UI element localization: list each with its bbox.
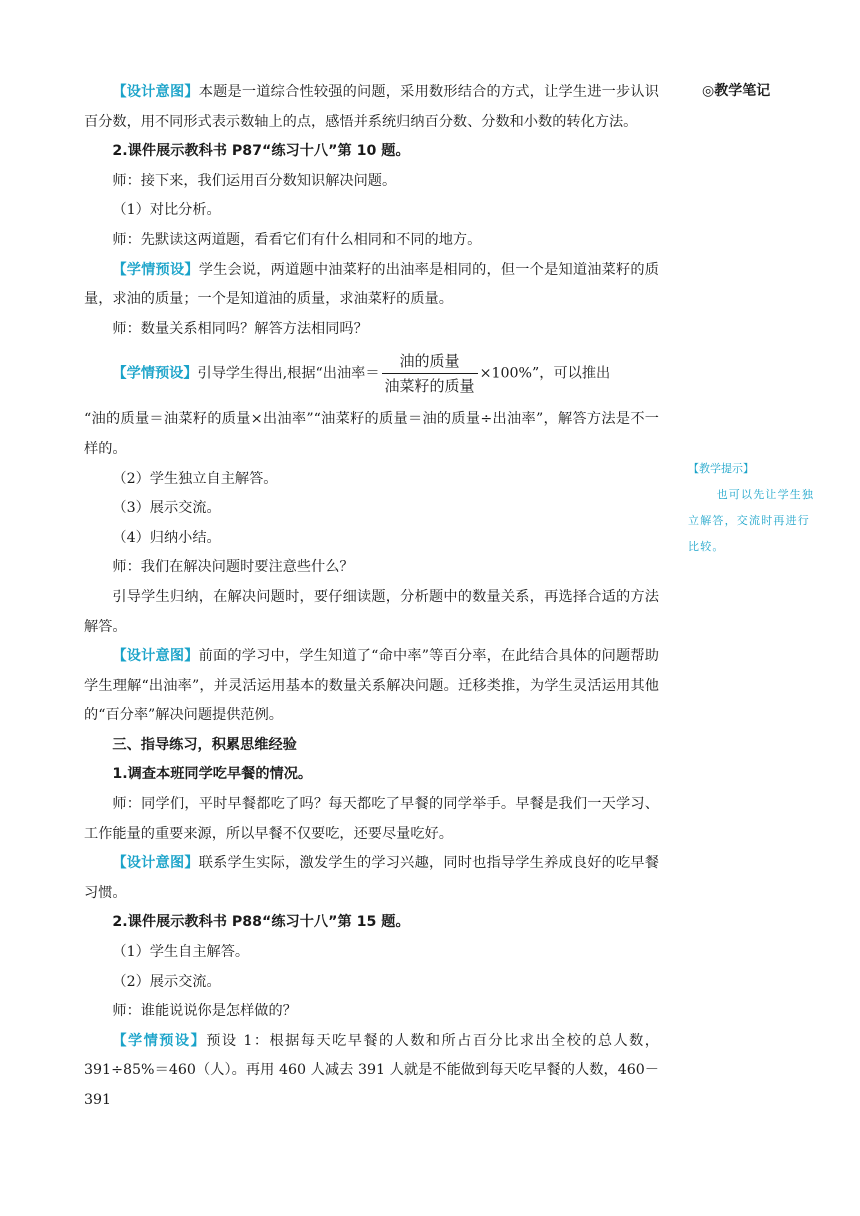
teaching-notes-title: ◎教学笔记 — [702, 83, 771, 99]
design-intent-tag: 【设计意图】 — [112, 84, 199, 100]
teacher-line: 师：同学们，平时早餐都吃了吗？每天都吃了早餐的同学举手。早餐是我们一天学习、工作能量的重要来源，所以早餐不仅要吃，还要尽量吃好。 — [84, 796, 659, 842]
paragraph-text: 联系学生实际，激发学生的学习兴趣，同时也指导学生养成良好的吃早餐习惯。 — [84, 855, 659, 901]
formula-prefix: 引导学生得出,根据“出油率＝ — [197, 365, 380, 382]
paragraph-design-intent-2 — [84, 642, 659, 731]
teacher-line: 师：接下来，我们运用百分数知识解决问题。 — [112, 172, 397, 189]
main-text — [84, 78, 659, 1116]
paragraph-design-intent-3 — [84, 849, 659, 908]
paragraph-design-intent-1 — [84, 78, 659, 137]
paragraph-text: 学生会说，两道题中油菜籽的出油率是相同的，但一个是知道油菜籽的质量，求油的质量；一个是知道油的质量，求油菜籽的质量。 — [84, 261, 659, 308]
teacher-line: 师：数量关系相同吗？解答方法相同吗？ — [112, 320, 368, 337]
teaching-tip — [688, 456, 816, 560]
section-heading: 2.课件展示教科书 P88“练习十八”第 15 题。 — [112, 914, 410, 931]
step-item: （1）学生自主解答。 — [112, 944, 250, 961]
fraction-numerator: 油的质量 — [382, 350, 478, 374]
preset-tag: 【学情预设】 — [112, 365, 198, 382]
section-heading: 三、指导练习，积累思维经验 — [112, 736, 297, 753]
design-intent-tag: 【设计意图】 — [112, 855, 199, 872]
paragraph-text: 预设 1：根据每天吃早餐的人数和所占百分比求出全校的总人数，391÷85%＝460（人）。再用 460 人减去 391 人就是不能做到每天吃早餐的人数，460－391 — [84, 1032, 659, 1108]
section-heading: 1.调查本班同学吃早餐的情况。 — [112, 766, 313, 783]
paragraph-text: 前面的学习中，学生知道了“命中率”等百分率，在此结合具体的问题帮助学生理解“出油率”，并灵活运用基本的数量关系解决问题。迁移类推，为学生灵活运用其他的“百分率”解决问题提供范例。 — [84, 648, 659, 724]
teaching-tip-title: 【教学提示】 — [688, 462, 754, 475]
step-item: （2）展示交流。 — [112, 973, 221, 990]
formula-line — [84, 350, 659, 397]
teacher-line: 师：谁能说说你是怎样做的？ — [112, 1003, 297, 1020]
paragraph-text: “油的质量＝油菜籽的质量×出油率”“油菜籽的质量＝油的质量÷出油率”，解答方法是不一样的。 — [84, 411, 659, 457]
oil-rate-fraction — [382, 350, 478, 397]
formula-suffix: ×100%”，可以推出 — [479, 365, 611, 382]
teacher-line: 师：先默读这两道题，看看它们有什么相同和不同的地方。 — [112, 231, 482, 248]
preset-tag: 【学情预设】 — [112, 1032, 207, 1049]
paragraph-text: 本题是一道综合性较强的问题，采用数形结合的方式，让学生进一步认识百分数，用不同形式表示数轴上的点，感悟并系统归纳百分数、分数和小数的转化方法。 — [84, 84, 659, 130]
paragraph-preset-1 — [84, 256, 659, 315]
paragraph-text: 引导学生归纳，在解决问题时，要仔细读题，分析题中的数量关系，再选择合适的方法解答。 — [84, 588, 659, 635]
section-heading: 2.课件展示教科书 P87“练习十八”第 10 题。 — [112, 143, 410, 160]
design-intent-tag: 【设计意图】 — [112, 648, 199, 665]
teacher-line: 师：我们在解决问题时要注意些什么？ — [112, 559, 354, 576]
step-item: （4）归纳小结。 — [112, 529, 221, 546]
teaching-tip-text: 也可以先让学生独立解答，交流时再进行比较。 — [688, 488, 815, 553]
step-item: （3）展示交流。 — [112, 500, 221, 517]
paragraph-preset-2 — [84, 1027, 659, 1116]
preset-tag: 【学情预设】 — [112, 261, 199, 278]
fraction-denominator: 油菜籽的质量 — [384, 377, 475, 396]
step-item: （2）学生独立自主解答。 — [112, 470, 278, 487]
step-item: （1）对比分析。 — [112, 202, 221, 219]
